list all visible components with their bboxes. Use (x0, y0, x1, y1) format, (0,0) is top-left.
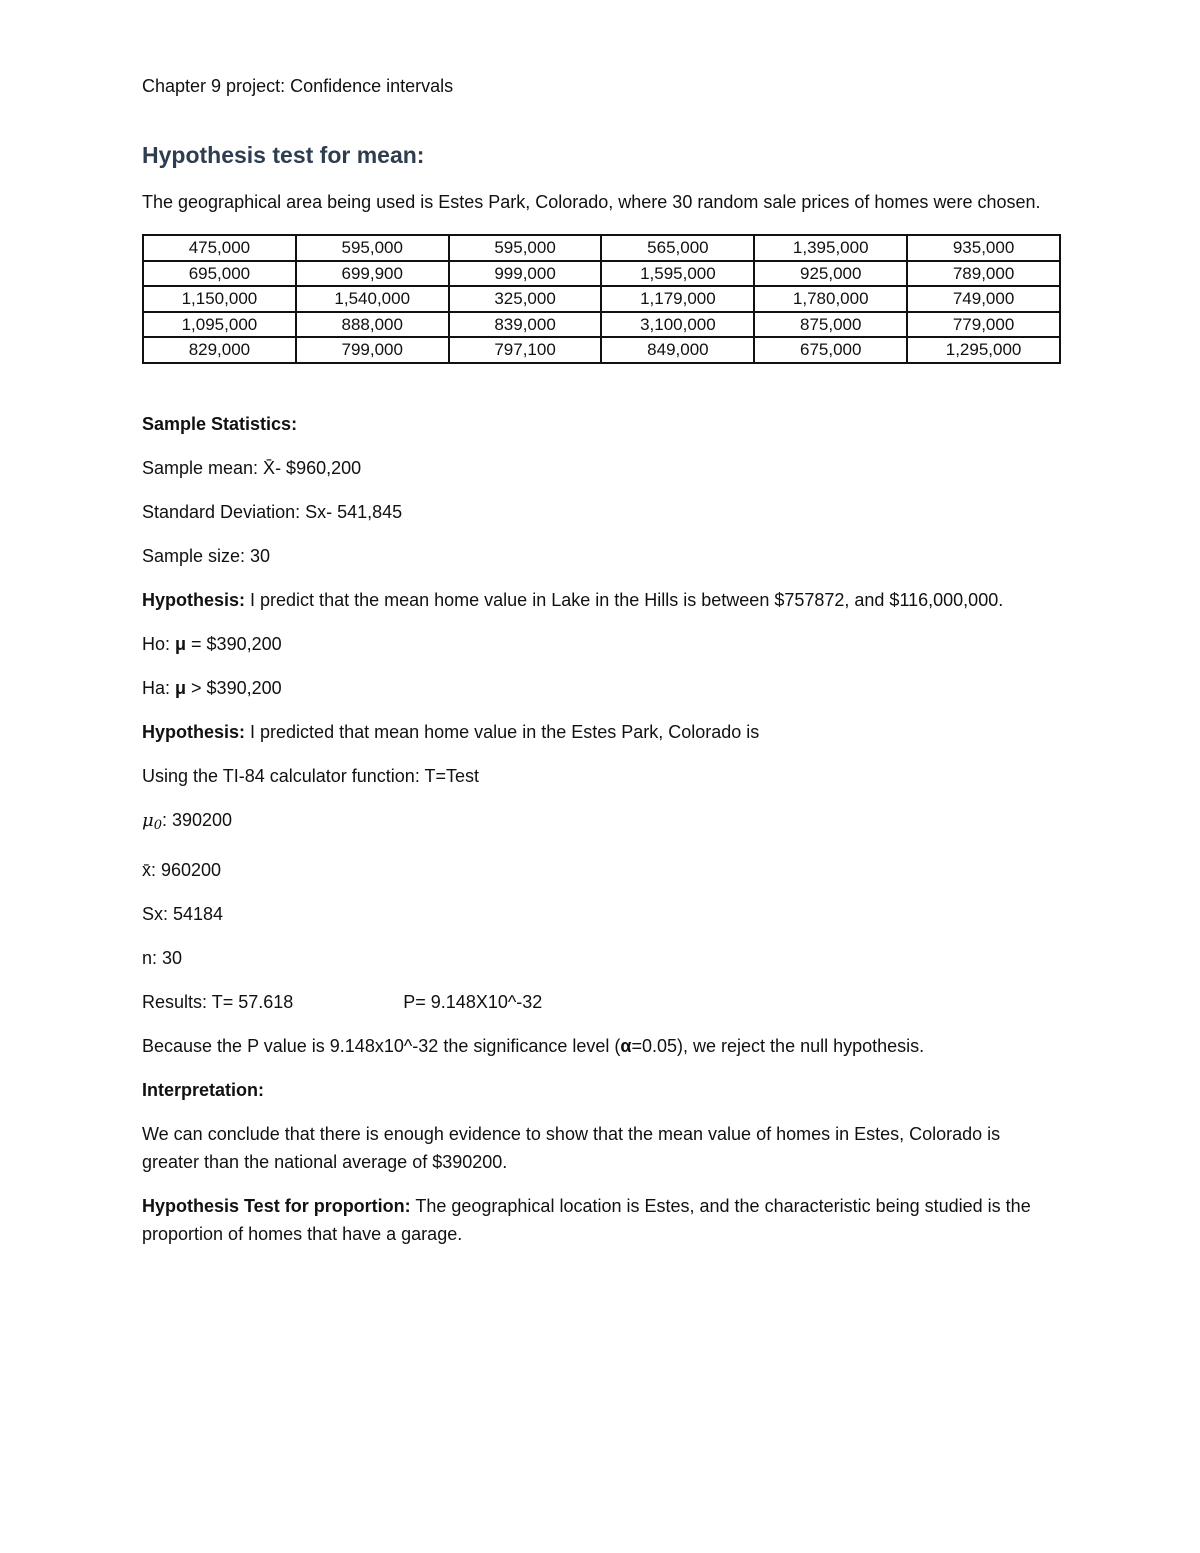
proportion-text: The geographical location is Estes, and the characteristic being studied is the proportion of homes that have a garage. (142, 1195, 1031, 1244)
ti84-instruction: Using the TI-84 calculator function: T=Test (142, 765, 480, 786)
ha-prefix: Ha: (142, 677, 176, 698)
standard-deviation: Standard Deviation: Sx- 541,845 (142, 501, 403, 522)
table-row (143, 337, 1060, 363)
null-hypothesis (142, 630, 1062, 658)
table-cell: 1,780,000 (754, 286, 907, 312)
table-cell: 749,000 (907, 286, 1060, 312)
n-value: n: 30 (142, 947, 183, 968)
proportion-label: Hypothesis Test for proportion: (142, 1195, 411, 1216)
sample-statistics-heading: Sample Statistics: (142, 413, 298, 434)
table-cell: 888,000 (296, 312, 449, 338)
table-cell: 1,150,000 (143, 286, 296, 312)
xbar-value: x̄: 960200 (142, 859, 222, 880)
table-cell: 849,000 (601, 337, 754, 363)
table-cell: 1,395,000 (754, 235, 907, 261)
ho-value: = $390,200 (186, 633, 282, 654)
hypothesis-paragraph-1 (142, 586, 1062, 614)
table-cell: 779,000 (907, 312, 1060, 338)
table-cell: 675,000 (754, 337, 907, 363)
hypothesis-text: I predict that the mean home value in Lake in the Hills is between $757872, and $116,000,000. (245, 589, 1004, 610)
table-cell: 325,000 (449, 286, 602, 312)
table-cell: 925,000 (754, 261, 907, 287)
table-cell: 797,100 (449, 337, 602, 363)
table-cell: 3,100,000 (601, 312, 754, 338)
table-row (143, 261, 1060, 287)
alternative-hypothesis (142, 674, 1062, 702)
table-cell: 935,000 (907, 235, 1060, 261)
table-row (143, 286, 1060, 312)
mu-zero-value (142, 806, 1062, 840)
hypothesis-label: Hypothesis: (142, 589, 246, 610)
hypothesis-paragraph-2 (142, 718, 1062, 746)
table-cell: 565,000 (601, 235, 754, 261)
section-heading: Hypothesis test for mean: (142, 142, 425, 168)
hypothesis2-label: Hypothesis: (142, 721, 246, 742)
document-content (142, 72, 1062, 1248)
table-cell: 799,000 (296, 337, 449, 363)
table-cell: 875,000 (754, 312, 907, 338)
table-row (143, 235, 1060, 261)
table-row (143, 312, 1060, 338)
table-cell: 695,000 (143, 261, 296, 287)
table-cell: 595,000 (449, 235, 602, 261)
mu-subscript: 0 (153, 817, 162, 833)
table-cell: 999,000 (449, 261, 602, 287)
t-result: Results: T= 57.618 (142, 991, 294, 1012)
table-cell: 1,540,000 (296, 286, 449, 312)
table-cell: 595,000 (296, 235, 449, 261)
sx-value: Sx: 54184 (142, 903, 224, 924)
intro-paragraph: The geographical area being used is Estes Park, Colorado, where 30 random sale prices of homes were chosen. (142, 192, 1041, 212)
conclusion-part1: Because the P value is 9.148x10^-32 the significance level ( (142, 1035, 621, 1056)
sample-size: Sample size: 30 (142, 545, 271, 566)
table-cell: 1,595,000 (601, 261, 754, 287)
conclusion-part2: =0.05), we reject the null hypothesis. (631, 1035, 925, 1056)
ha-value: > $390,200 (186, 677, 282, 698)
p-result: P= 9.148X10^-32 (403, 991, 543, 1012)
ho-prefix: Ho: (142, 633, 176, 654)
table-cell: 699,900 (296, 261, 449, 287)
table-cell: 1,179,000 (601, 286, 754, 312)
mu-value: : 390200 (161, 809, 233, 830)
sample-mean: Sample mean: X̄- $960,200 (142, 457, 362, 478)
mu-symbol: μ (142, 809, 154, 831)
interpretation-heading: Interpretation: (142, 1079, 265, 1100)
table-cell: 789,000 (907, 261, 1060, 287)
interpretation-text: We can conclude that there is enough evidence to show that the mean value of homes in Estes, Colorado is greater than the national average of $390200. (142, 1123, 1001, 1172)
table-cell: 829,000 (143, 337, 296, 363)
table-cell: 1,295,000 (907, 337, 1060, 363)
results-line (142, 988, 1062, 1016)
proportion-paragraph (142, 1192, 1062, 1248)
alpha-symbol: α (620, 1035, 632, 1056)
chapter-title: Chapter 9 project: Confidence intervals (142, 76, 454, 96)
hypothesis2-text: I predicted that mean home value in the Estes Park, Colorado is (245, 721, 760, 742)
table-cell: 1,095,000 (143, 312, 296, 338)
table-cell: 839,000 (449, 312, 602, 338)
table-cell: 475,000 (143, 235, 296, 261)
price-table (142, 234, 1061, 364)
conclusion-line (142, 1032, 1062, 1060)
ho-mu-symbol: μ (175, 633, 187, 654)
ha-mu-symbol: μ (175, 677, 187, 698)
